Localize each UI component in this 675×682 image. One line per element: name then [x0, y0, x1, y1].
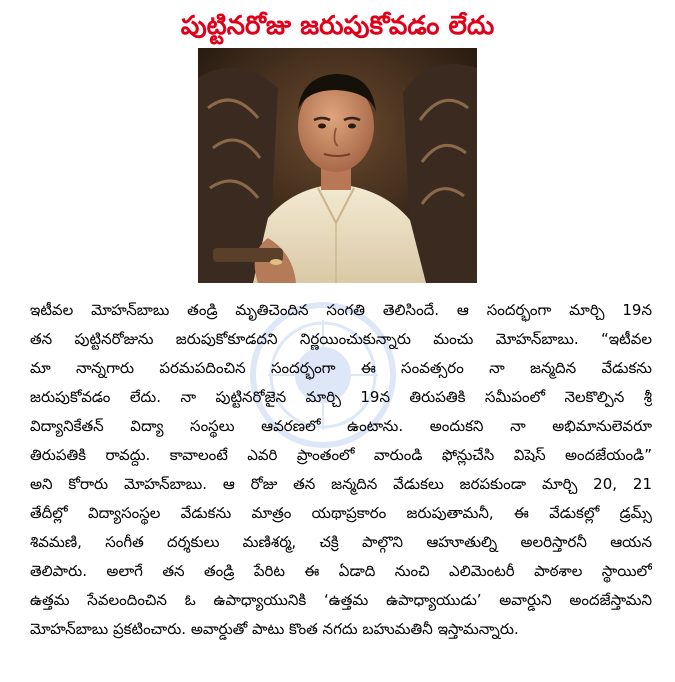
- article-line: అని కోరారు మోహన్‌బాబు. ఆ రోజు తన జన్మదిన వేడుకలు జరపకుండా మార్చి 20, 21: [30, 475, 652, 493]
- article-line: తన పుట్టినరోజును జరుపుకోకూడదని నిర్ణయించుకున్నారు మంచు మోహన్‌బాబు. “ఇటీవల: [30, 330, 652, 348]
- article-headline: పుట్టినరోజు జరుపుకోవడం లేదు: [180, 11, 495, 41]
- article-body: [30, 296, 652, 644]
- article-line: తిరుపతికి రావద్దు. కావాలంటే ఎవరి ప్రాంతంలో వారుండి ఫోన్లుచేసి విషెస్ అందజేయండి”: [30, 446, 652, 464]
- article-line: తేదీల్లో విద్యాసంస్థల వేడుకను మాత్రం యథాప్రకారం జరుపుతామనీ, ఈ వేడుకల్లో డ్రమ్స్: [30, 504, 652, 522]
- article-line: మా నాన్నగారు పరమపదించిన సందర్భంగా ఈ సంవత్సరం నా జన్మదిన వేడుకను: [30, 359, 652, 377]
- article-line: ఇటీవల మోహన్‌బాబు తండ్రి మృతిచెందిన సంగతి తెలిసిందే. ఆ సందర్భంగా మార్చి 19న: [30, 301, 652, 319]
- article-photo: [198, 48, 477, 283]
- article-line: శివమణి, సంగీత దర్శకులు మణిశర్మ, చక్రి పాల్గొని ఆహూతుల్ని అలరిస్తారనీ ఆయన: [30, 533, 652, 551]
- article-line: తెలిపారు. అలాగే తన తండ్రి పేరిట ఈ ఏడాది నుంచి ఎలిమెంటరీ పాఠశాల స్థాయిలో: [30, 562, 652, 580]
- article-line: ఉత్తమ సేవలందించిన ఓ ఉపాధ్యాయునికి ‘ఉత్తమ ఉపాధ్యాయుడు’ అవార్డుని అందజేస్తామని: [30, 591, 652, 609]
- article-line: విద్యానికేతన్ విద్యా సంస్థలు ఆవరణలో ఉంటాను. అందుకని నా అభిమానులెవరూ: [30, 417, 652, 435]
- article-line: జరుపుకోవడం లేదు. నా పుట్టినరోజైన మార్చి 19న తిరుపతికి సమీపంలో నెలకొల్పిన శ్రీ: [30, 388, 652, 406]
- article-line: మోహన్‌బాబు ప్రకటించారు. అవార్డుతో పాటు కొంత నగదు బహుమతినీ ఇస్తామన్నారు.: [30, 620, 519, 638]
